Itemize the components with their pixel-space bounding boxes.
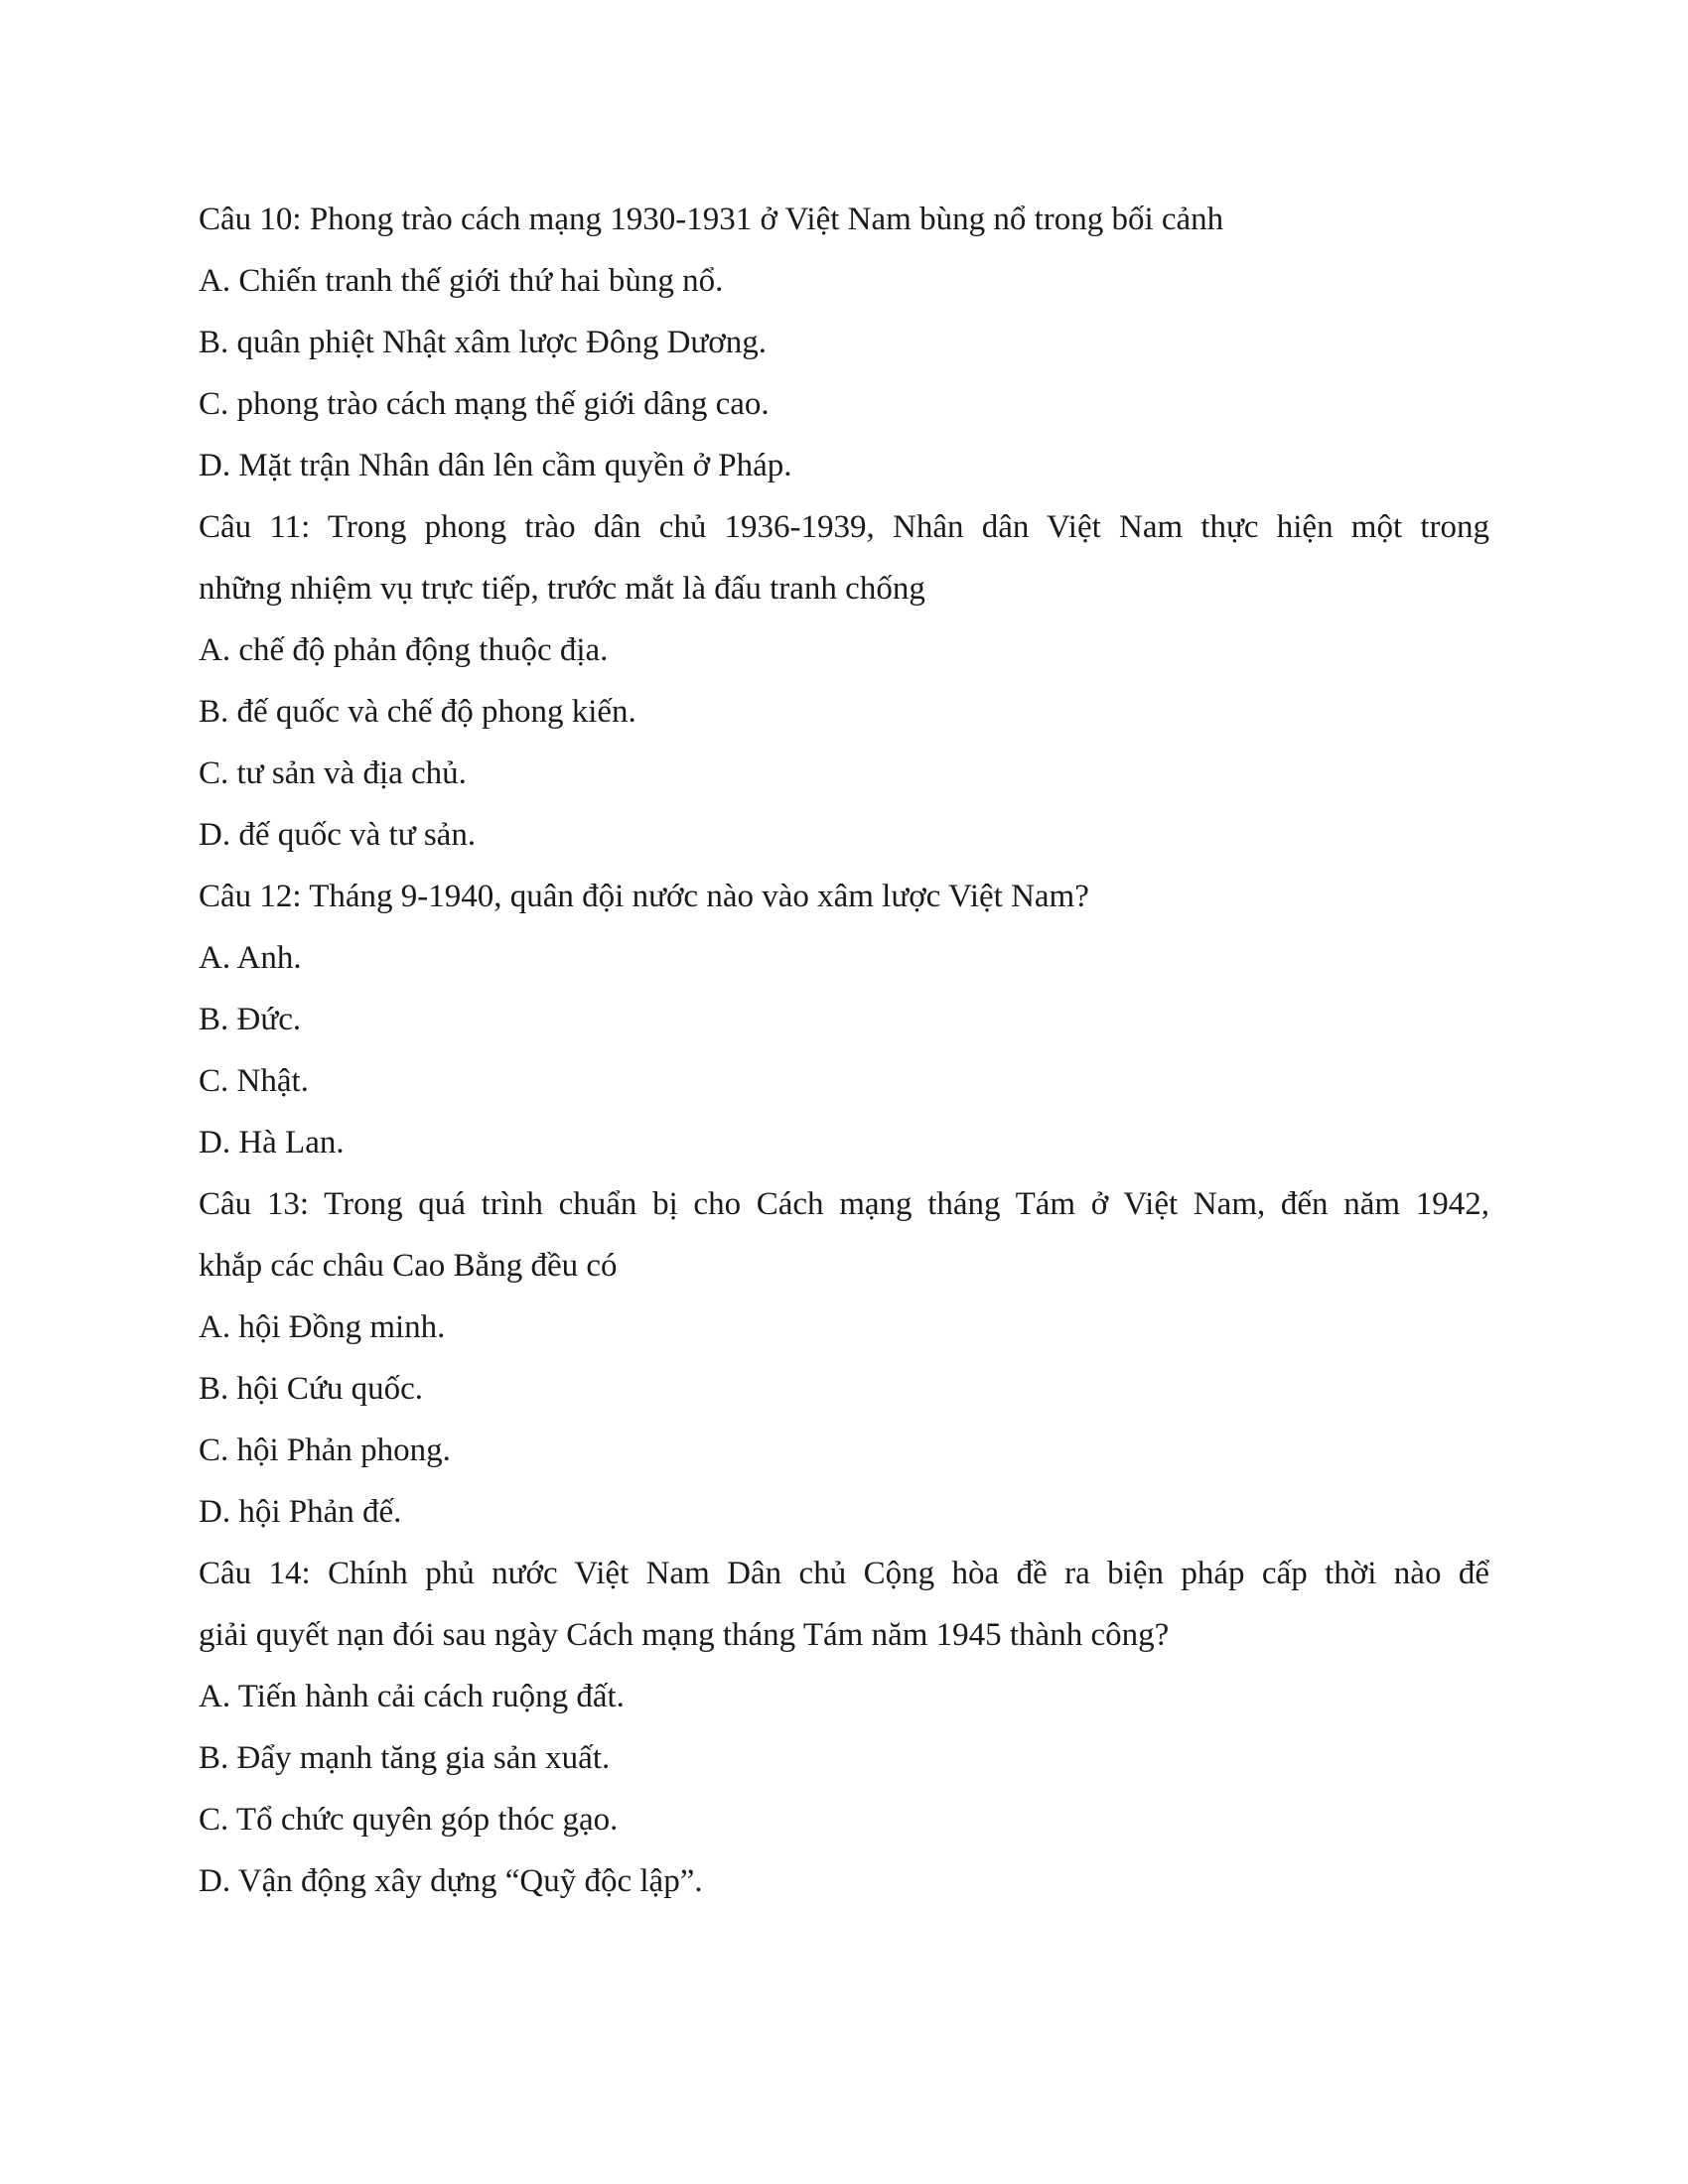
question-10-option-a: A. Chiến tranh thế giới thứ hai bùng nổ. bbox=[199, 263, 724, 299]
question-10-option-d: D. Mặt trận Nhân dân lên cầm quyền ở Pháp. bbox=[199, 448, 792, 483]
question-13-stem-line-2: khắp các châu Cao Bằng đều có bbox=[199, 1248, 618, 1284]
question-13-stem-line-1: Câu 13: Trong quá trình chuẩn bị cho Cách mạng tháng Tám ở Việt Nam, đến năm 1942, bbox=[199, 1186, 1489, 1222]
question-14-option-d: D. Vận động xây dựng “Quỹ độc lập”. bbox=[199, 1863, 703, 1899]
question-12-stem: Câu 12: Tháng 9-1940, quân đội nước nào vào xâm lược Việt Nam? bbox=[199, 879, 1089, 914]
question-13-option-d: D. hội Phản đế. bbox=[199, 1494, 402, 1530]
document-page bbox=[199, 189, 1489, 1912]
question-10-option-c: C. phong trào cách mạng thế giới dâng cao. bbox=[199, 386, 770, 422]
question-14 bbox=[199, 1543, 1489, 1912]
question-14-option-a: A. Tiến hành cải cách ruộng đất. bbox=[199, 1679, 625, 1714]
question-10-stem: Câu 10: Phong trào cách mạng 1930-1931 ở Việt Nam bùng nổ trong bối cảnh bbox=[199, 202, 1224, 237]
question-12-option-a: A. Anh. bbox=[199, 940, 302, 976]
question-14-option-c: C. Tổ chức quyên góp thóc gạo. bbox=[199, 1802, 619, 1838]
question-11-option-a: A. chế độ phản động thuộc địa. bbox=[199, 632, 609, 668]
question-11-stem-line-2: những nhiệm vụ trực tiếp, trước mắt là đấu tranh chống bbox=[199, 571, 925, 607]
question-11-stem-line-1: Câu 11: Trong phong trào dân chủ 1936-1939, Nhân dân Việt Nam thực hiện một trong bbox=[199, 509, 1489, 545]
question-14-option-b: B. Đẩy mạnh tăng gia sản xuất. bbox=[199, 1740, 611, 1776]
question-12 bbox=[199, 866, 1489, 1173]
question-14-stem-line-2: giải quyết nạn đói sau ngày Cách mạng tháng Tám năm 1945 thành công? bbox=[199, 1617, 1170, 1653]
question-11-option-d: D. đế quốc và tư sản. bbox=[199, 817, 477, 853]
question-12-option-b: B. Đức. bbox=[199, 1002, 302, 1037]
question-12-option-c: C. Nhật. bbox=[199, 1063, 309, 1099]
question-10-option-b: B. quân phiệt Nhật xâm lược Đông Dương. bbox=[199, 325, 768, 360]
question-13 bbox=[199, 1173, 1489, 1543]
question-12-option-d: D. Hà Lan. bbox=[199, 1125, 345, 1160]
question-13-option-c: C. hội Phản phong. bbox=[199, 1433, 451, 1468]
question-11-option-c: C. tư sản và địa chủ. bbox=[199, 755, 467, 791]
question-13-option-b: B. hội Cứu quốc. bbox=[199, 1371, 423, 1407]
question-11 bbox=[199, 496, 1489, 866]
question-13-option-a: A. hội Đồng minh. bbox=[199, 1309, 446, 1345]
question-11-option-b: B. đế quốc và chế độ phong kiến. bbox=[199, 694, 636, 730]
question-14-stem-line-1: Câu 14: Chính phủ nước Việt Nam Dân chủ Cộng hòa đề ra biện pháp cấp thời nào để bbox=[199, 1556, 1489, 1591]
question-10 bbox=[199, 189, 1489, 496]
